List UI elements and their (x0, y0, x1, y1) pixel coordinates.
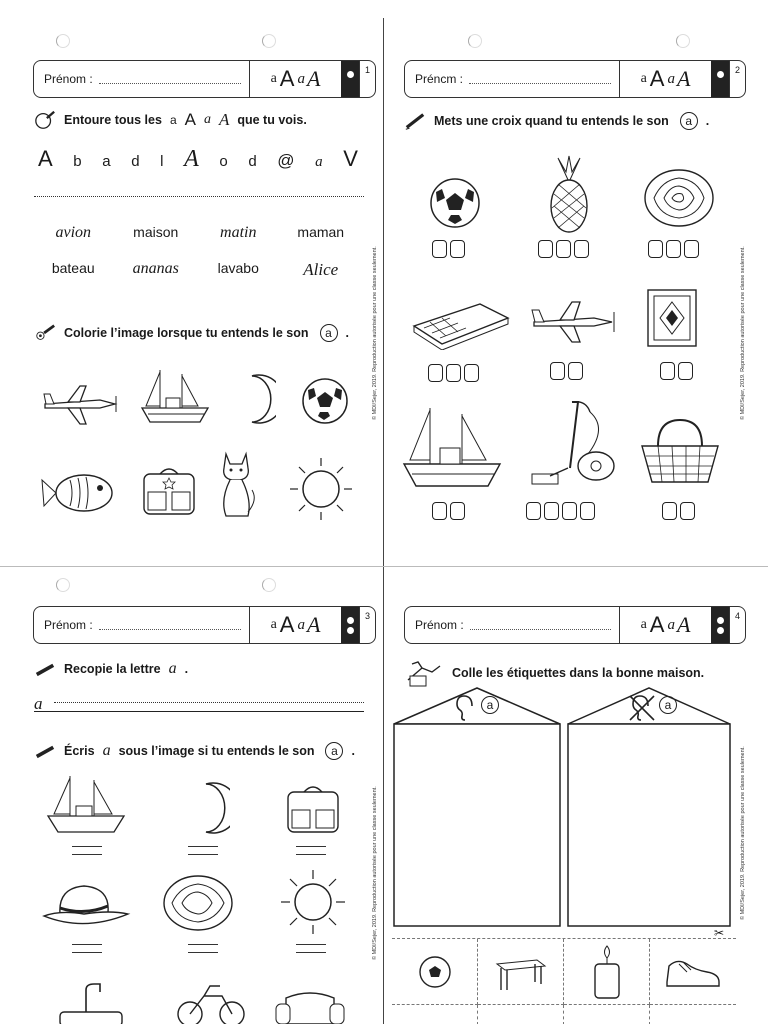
letter-forms: a A a A (249, 607, 341, 643)
sheet3-header (33, 606, 376, 644)
boat-icon[interactable] (400, 404, 506, 492)
circle-pencil-icon (34, 111, 56, 129)
sticker-cell[interactable] (650, 939, 736, 1005)
letter-item[interactable]: V (343, 146, 358, 171)
prenom-label: Prénom : (415, 618, 464, 632)
word-item[interactable]: maman (297, 224, 345, 240)
word-grid (32, 224, 362, 280)
model-letter: a (34, 694, 43, 713)
pencil-icon (404, 112, 426, 130)
answer-line[interactable] (188, 854, 218, 855)
pencil-icon (34, 742, 56, 760)
letter-forms: a A a A (619, 607, 711, 643)
table-icon (493, 952, 549, 992)
sound-circle: a (680, 112, 698, 130)
answer-line[interactable] (72, 846, 102, 847)
vacuum-icon[interactable] (528, 398, 618, 490)
sound-circle: a (481, 696, 499, 714)
syllable-boxes (662, 502, 695, 520)
house-with-sound[interactable] (392, 686, 562, 928)
boat-icon[interactable] (44, 772, 128, 838)
horizontal-cut-line (0, 566, 768, 567)
syllable-boxes (660, 362, 693, 380)
sticker-cell[interactable] (650, 1005, 736, 1024)
sticker-cell[interactable] (392, 939, 478, 1005)
name-field[interactable] (469, 74, 611, 84)
sticker-grid (392, 938, 736, 1024)
name-field[interactable] (99, 620, 241, 630)
answer-line[interactable] (72, 944, 102, 945)
binder-hole (56, 34, 70, 48)
sticker-cell[interactable] (478, 939, 564, 1005)
sticker-cell[interactable] (392, 1005, 478, 1024)
answer-line[interactable] (296, 854, 326, 855)
sheet3-instruction-2: Écris a sous l’image si tu entends le son a . (34, 742, 355, 760)
prenom-label: Préncm : (415, 72, 464, 86)
sun-icon[interactable] (286, 456, 356, 522)
ball-icon[interactable] (428, 176, 482, 230)
hat-icon[interactable] (40, 880, 132, 934)
word-item[interactable]: matin (220, 224, 257, 241)
sound-circle: a (659, 696, 677, 714)
prenom-label: Prénom : (44, 72, 93, 86)
answer-line[interactable] (72, 952, 102, 953)
vertical-cut-line (383, 18, 384, 1024)
carpet-icon[interactable] (644, 286, 700, 350)
name-field[interactable] (470, 620, 611, 630)
pineapple-icon[interactable] (544, 154, 594, 234)
handwriting-line[interactable] (34, 696, 364, 712)
syllable-boxes (432, 502, 465, 520)
sheet1-instruction-1: Entoure tous les a A a A que tu vois. (34, 110, 307, 130)
sticker-cell[interactable] (478, 1005, 564, 1024)
answer-line[interactable] (188, 944, 218, 945)
word-item[interactable]: lavabo (217, 260, 259, 276)
level-dots (711, 607, 729, 643)
schoolbag-icon[interactable] (138, 462, 200, 518)
shoe-icon (663, 952, 723, 992)
binder-hole (262, 34, 276, 48)
binder-hole (676, 34, 690, 48)
sink-icon[interactable] (56, 982, 126, 1024)
syllable-boxes (432, 240, 465, 258)
syllable-boxes (538, 240, 589, 258)
scissors-icon: ✂ (714, 926, 725, 940)
copyright-note: © MDI/Sejer, 2019. Reproduction autorisée pour une classe seulement. (372, 786, 378, 960)
answer-line[interactable] (296, 944, 326, 945)
sound-circle: a (320, 324, 338, 342)
word-item[interactable]: bateau (51, 260, 95, 276)
letter-forms: a A a A (249, 61, 341, 97)
level-dots (341, 61, 359, 97)
candle-icon (587, 944, 627, 1000)
binder-hole (468, 34, 482, 48)
sheet4-instruction: Colle les étiquettes dans la bonne maison. (404, 658, 704, 688)
ball-icon (417, 954, 453, 990)
basket-icon[interactable] (638, 416, 722, 486)
house-without-sound[interactable] (566, 686, 732, 928)
word-item[interactable]: maison (133, 224, 179, 240)
letter-item[interactable]: d (131, 153, 140, 170)
moon-icon[interactable] (186, 780, 230, 836)
sticker-cell[interactable] (564, 939, 650, 1005)
sheet-number: 2 (729, 61, 745, 97)
ear-icon (454, 694, 478, 722)
word-item[interactable]: ananas (132, 260, 179, 277)
chocolate-icon[interactable] (410, 298, 512, 350)
sheet2-instruction: Mets une croix quand tu entends le son a . (404, 112, 709, 130)
copyright-note: © MDI/Sejer, 2019. Reproduction autorisée pour une classe seulement. (740, 746, 746, 920)
prenom-label: Prénom : (44, 618, 93, 632)
copyright-note: © MDI/Sejer, 2019. Reproduction autorisée pour une classe seulement. (372, 246, 378, 420)
letter-item[interactable]: @ (277, 151, 295, 170)
letter-item[interactable]: o (219, 153, 228, 170)
sheet-number: 3 (359, 607, 375, 643)
syllable-boxes (648, 240, 699, 258)
sheet-number: 4 (729, 607, 745, 643)
letter-item[interactable]: d (248, 153, 257, 170)
binder-hole (56, 578, 70, 592)
syllable-boxes (428, 364, 479, 382)
letter-item[interactable]: b (73, 153, 82, 170)
sheet2-header (404, 60, 746, 98)
binder-hole (262, 578, 276, 592)
level-dots (711, 61, 729, 97)
level-dots (341, 607, 359, 643)
sun-icon[interactable] (278, 868, 348, 936)
separator-dotted (34, 196, 364, 197)
answer-line[interactable] (296, 846, 326, 847)
answer-line[interactable] (188, 952, 218, 953)
letter-item[interactable]: A (184, 146, 199, 172)
moon-icon[interactable] (232, 372, 276, 426)
name-field[interactable] (99, 74, 241, 84)
boat-icon[interactable] (138, 366, 214, 428)
sheet3-instruction-1: Recopie la lettre a . (34, 660, 188, 678)
letter-row (38, 146, 358, 173)
armchair-icon[interactable] (272, 988, 348, 1024)
sheet-number: 1 (359, 61, 375, 97)
letter-item[interactable]: A (38, 146, 53, 171)
plane-icon[interactable] (40, 378, 120, 428)
answer-line[interactable] (72, 854, 102, 855)
answer-line[interactable] (188, 846, 218, 847)
sheet4-header (404, 606, 746, 644)
glue-hand-icon (404, 658, 444, 688)
plane-icon[interactable] (528, 296, 618, 346)
sheet1-instruction-2: Colorie l’image lorsque tu entends le son a . (34, 324, 349, 342)
sound-circle: a (325, 742, 343, 760)
sticker-cell[interactable] (564, 1005, 650, 1024)
copyright-note: © MDI/Sejer, 2019. Reproduction autorisée pour une classe seulement. (740, 246, 746, 420)
letter-item[interactable]: a (315, 154, 323, 170)
rose-icon[interactable] (642, 166, 716, 230)
motorbike-icon[interactable] (176, 978, 246, 1024)
ball-icon[interactable] (300, 376, 350, 426)
schoolbag-icon[interactable] (282, 780, 344, 836)
sheet1-header (33, 60, 376, 98)
word-item[interactable]: avion (55, 224, 92, 241)
answer-line[interactable] (296, 952, 326, 953)
word-item[interactable]: Alice (303, 260, 339, 279)
fish-icon[interactable] (40, 466, 116, 520)
letter-item[interactable]: l (160, 153, 164, 170)
cat-icon[interactable] (216, 450, 258, 520)
rose-icon[interactable] (160, 872, 236, 934)
crossed-ear-icon (628, 694, 656, 722)
pencil-icon (34, 660, 56, 678)
syllable-boxes (550, 362, 583, 380)
syllable-boxes (526, 502, 595, 520)
letter-forms: a A a A (619, 61, 711, 97)
letter-item[interactable]: a (102, 153, 111, 170)
crayon-flower-icon (34, 324, 56, 342)
